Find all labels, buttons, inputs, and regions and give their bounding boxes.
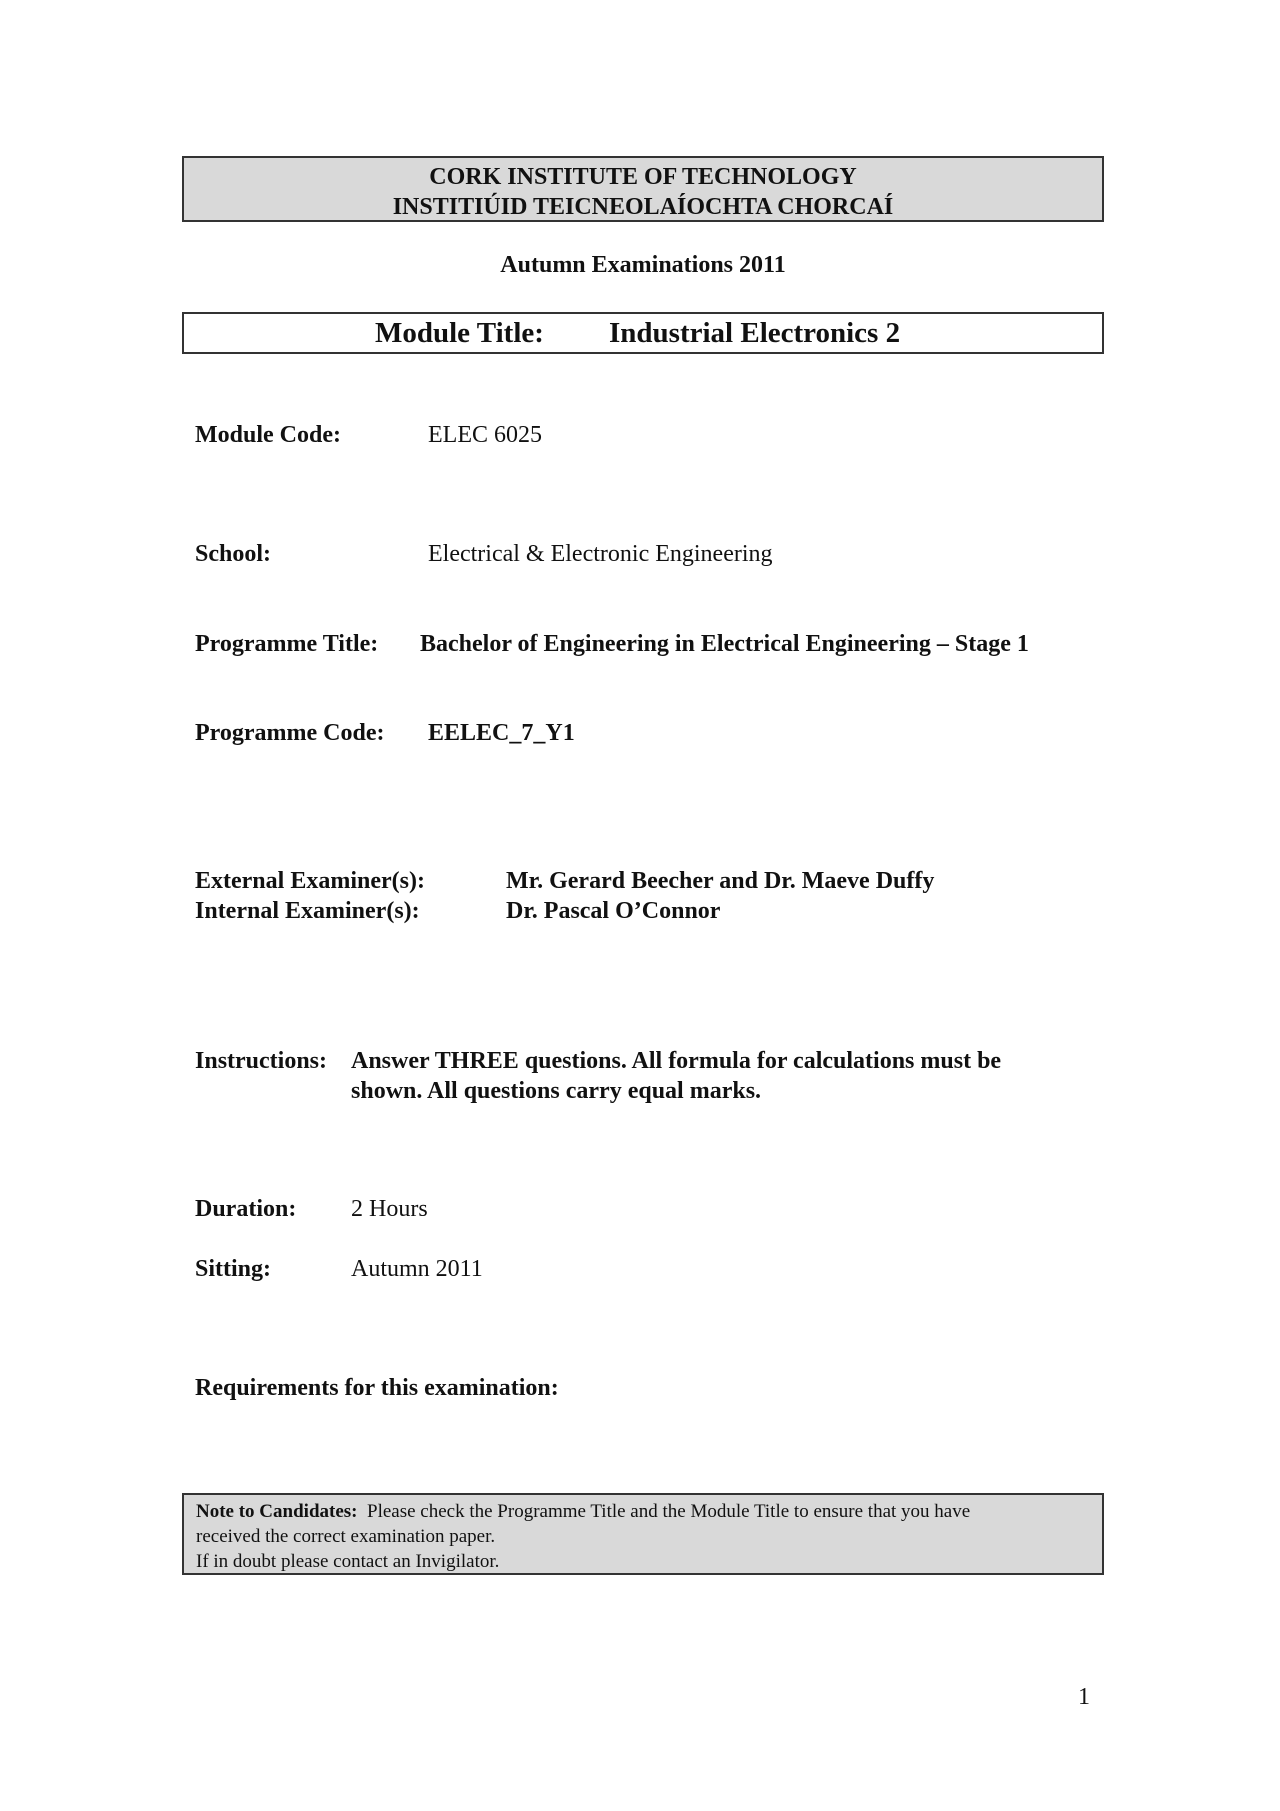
sitting-value: Autumn 2011	[351, 1256, 483, 1282]
external-examiners-label: External Examiner(s):	[195, 868, 425, 894]
programme-code-value: EELEC_7_Y1	[428, 720, 575, 746]
institution-name-en: CORK INSTITUTE OF TECHNOLOGY	[429, 164, 857, 190]
internal-examiners-label: Internal Examiner(s):	[195, 898, 420, 924]
instructions-line-2: shown. All questions carry equal marks.	[351, 1078, 762, 1104]
duration-label: Duration:	[195, 1196, 297, 1222]
module-code-value: ELEC 6025	[428, 422, 542, 448]
note-line-1	[196, 1499, 1092, 1524]
programme-code-label: Programme Code:	[195, 720, 385, 746]
requirements-label: Requirements for this examination:	[195, 1375, 559, 1401]
institution-name-ga: INSTITIÚID TEICNEOLAÍOCHTA CHORCAÍ	[392, 194, 894, 220]
module-title-label: Module Title:	[375, 317, 544, 349]
school-value: Electrical & Electronic Engineering	[428, 541, 773, 567]
note-text-1: Please check the Programme Title and the Module Title to ensure that you have	[367, 1501, 971, 1522]
duration-value: 2 Hours	[351, 1196, 428, 1222]
programme-title-value: Bachelor of Engineering in Electrical Engineering – Stage 1	[420, 631, 1029, 657]
instructions-label: Instructions:	[195, 1048, 328, 1074]
external-examiners-value: Mr. Gerard Beecher and Dr. Maeve Duffy	[506, 868, 935, 894]
sitting-label: Sitting:	[195, 1256, 272, 1282]
page-number: 1	[1078, 1684, 1090, 1710]
school-label: School:	[195, 541, 272, 567]
note-label: Note to Candidates:	[196, 1501, 358, 1522]
institution-header	[182, 156, 1104, 222]
module-title-box	[182, 312, 1104, 354]
instructions-line-1: Answer THREE questions. All formula for calculations must be	[351, 1048, 1002, 1074]
note-to-candidates-box	[182, 1493, 1104, 1575]
internal-examiners-value: Dr. Pascal O’Connor	[506, 898, 721, 924]
exam-sitting-title: Autumn Examinations 2011	[500, 252, 786, 278]
module-title-value: Industrial Electronics 2	[609, 317, 901, 349]
programme-title-label: Programme Title:	[195, 631, 379, 657]
note-line-3: If in doubt please contact an Invigilator.	[196, 1551, 500, 1572]
module-code-label: Module Code:	[195, 422, 341, 448]
note-line-2: received the correct examination paper.	[196, 1526, 496, 1547]
